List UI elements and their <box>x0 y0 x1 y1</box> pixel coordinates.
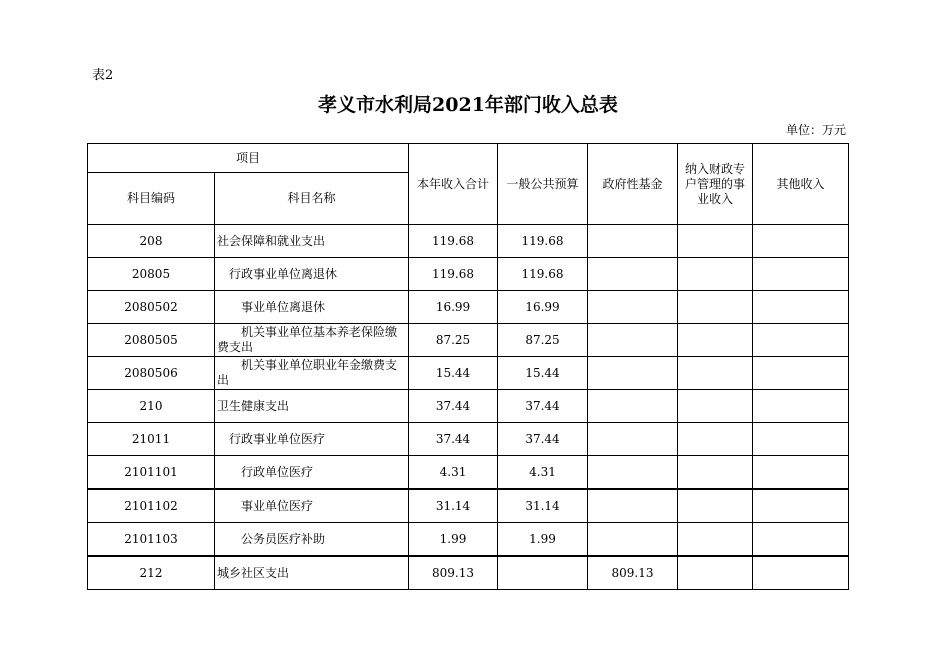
row-general-budget: 15.44 <box>498 357 588 390</box>
row-name: 行政事业单位离退休 <box>215 258 409 291</box>
table-row <box>88 291 849 324</box>
row-special-account <box>678 556 753 590</box>
row-special-account <box>678 291 753 324</box>
page-title: 孝义市水利局2021年部门收入总表 <box>318 94 618 116</box>
row-general-budget: 1.99 <box>498 523 588 557</box>
row-gov-fund <box>588 324 678 357</box>
row-total: 809.13 <box>409 556 498 590</box>
row-special-account <box>678 357 753 390</box>
row-other <box>753 225 849 258</box>
row-gov-fund: 809.13 <box>588 556 678 590</box>
header-code: 科目编码 <box>88 173 215 225</box>
row-gov-fund <box>588 390 678 423</box>
row-general-budget: 87.25 <box>498 324 588 357</box>
row-gov-fund <box>588 225 678 258</box>
row-total: 4.31 <box>409 456 498 490</box>
table-row <box>88 225 849 258</box>
table-row <box>88 390 849 423</box>
row-gov-fund <box>588 523 678 557</box>
table-row <box>88 523 849 557</box>
row-special-account <box>678 390 753 423</box>
row-code: 210 <box>88 390 215 423</box>
row-name: 公务员医疗补助 <box>215 523 409 557</box>
row-name: 机关事业单位基本养老保险缴费支出 <box>215 324 409 357</box>
row-general-budget: 119.68 <box>498 225 588 258</box>
row-other <box>753 291 849 324</box>
row-code: 2080505 <box>88 324 215 357</box>
row-other <box>753 456 849 490</box>
row-gov-fund <box>588 423 678 456</box>
header-other: 其他收入 <box>753 144 849 225</box>
row-name: 行政事业单位医疗 <box>215 423 409 456</box>
row-special-account <box>678 456 753 490</box>
row-gov-fund <box>588 291 678 324</box>
table-row <box>88 556 849 590</box>
row-other <box>753 390 849 423</box>
row-other <box>753 357 849 390</box>
row-total: 119.68 <box>409 258 498 291</box>
row-code: 2080502 <box>88 291 215 324</box>
row-total: 37.44 <box>409 390 498 423</box>
row-name: 社会保障和就业支出 <box>215 225 409 258</box>
row-code: 2101103 <box>88 523 215 557</box>
row-gov-fund <box>588 357 678 390</box>
row-general-budget: 119.68 <box>498 258 588 291</box>
header-project: 项目 <box>88 144 409 173</box>
row-general-budget: 16.99 <box>498 291 588 324</box>
row-name: 事业单位离退休 <box>215 291 409 324</box>
row-other <box>753 258 849 291</box>
header-total: 本年收入合计 <box>409 144 498 225</box>
row-code: 212 <box>88 556 215 590</box>
header-special-account: 纳入财政专户管理的事业收入 <box>678 144 753 225</box>
income-summary-table <box>87 143 849 590</box>
row-other <box>753 423 849 456</box>
row-name: 卫生健康支出 <box>215 390 409 423</box>
row-special-account <box>678 258 753 291</box>
table-row <box>88 423 849 456</box>
unit-label: 单位：万元 <box>785 123 846 137</box>
row-code: 208 <box>88 225 215 258</box>
row-gov-fund <box>588 456 678 490</box>
row-code: 20805 <box>88 258 215 291</box>
row-general-budget: 31.14 <box>498 489 588 523</box>
header-general-budget: 一般公共预算 <box>498 144 588 225</box>
table-row <box>88 357 849 390</box>
row-gov-fund <box>588 489 678 523</box>
row-total: 87.25 <box>409 324 498 357</box>
row-name: 事业单位医疗 <box>215 489 409 523</box>
row-general-budget: 4.31 <box>498 456 588 490</box>
table-row <box>88 489 849 523</box>
row-total: 1.99 <box>409 523 498 557</box>
row-name: 机关事业单位职业年金缴费支出 <box>215 357 409 390</box>
row-total: 119.68 <box>409 225 498 258</box>
row-gov-fund <box>588 258 678 291</box>
row-name: 城乡社区支出 <box>215 556 409 590</box>
row-general-budget <box>498 556 588 590</box>
header-gov-fund: 政府性基金 <box>588 144 678 225</box>
row-other <box>753 324 849 357</box>
row-other <box>753 523 849 557</box>
row-total: 16.99 <box>409 291 498 324</box>
row-total: 15.44 <box>409 357 498 390</box>
row-name: 行政单位医疗 <box>215 456 409 490</box>
row-special-account <box>678 225 753 258</box>
row-code: 21011 <box>88 423 215 456</box>
row-other <box>753 489 849 523</box>
header-row-1 <box>88 144 849 173</box>
table-row <box>88 324 849 357</box>
row-general-budget: 37.44 <box>498 390 588 423</box>
row-code: 2101101 <box>88 456 215 490</box>
row-code: 2080506 <box>88 357 215 390</box>
row-code: 2101102 <box>88 489 215 523</box>
row-special-account <box>678 523 753 557</box>
row-special-account <box>678 324 753 357</box>
table-number-label: 表2 <box>92 68 114 83</box>
row-special-account <box>678 489 753 523</box>
table-row <box>88 456 849 490</box>
row-total: 37.44 <box>409 423 498 456</box>
row-general-budget: 37.44 <box>498 423 588 456</box>
table-row <box>88 258 849 291</box>
row-special-account <box>678 423 753 456</box>
header-name: 科目名称 <box>215 173 409 225</box>
row-other <box>753 556 849 590</box>
row-total: 31.14 <box>409 489 498 523</box>
